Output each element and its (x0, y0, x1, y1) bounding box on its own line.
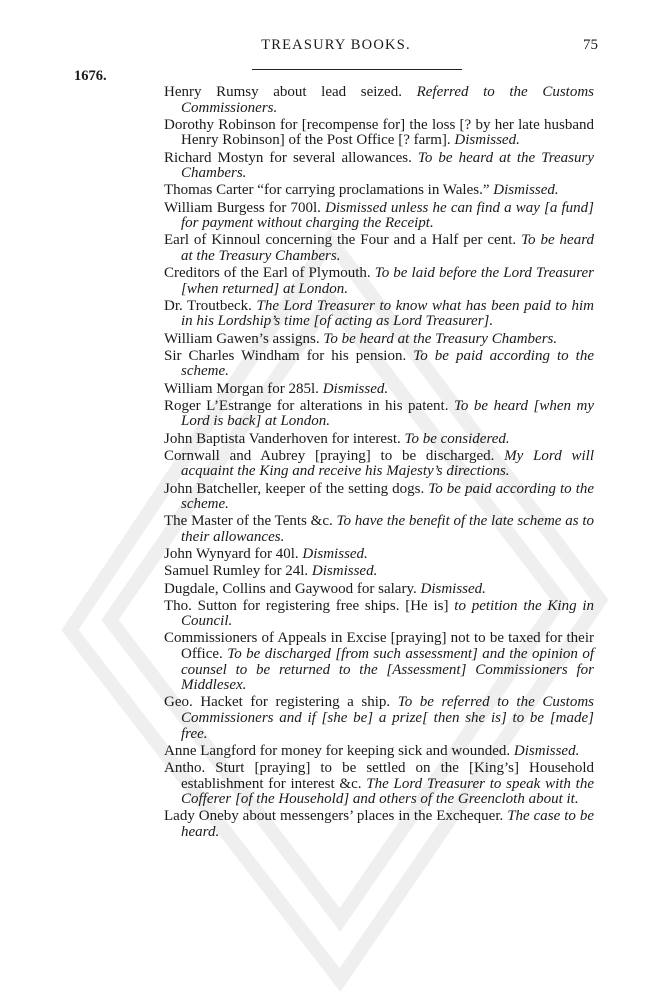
entry-decision: Dismissed. (322, 380, 389, 397)
entry (164, 514, 594, 545)
entry (164, 399, 594, 430)
entry (164, 809, 594, 840)
entry-text: John Wynyard for 40l. (164, 546, 299, 563)
entry (164, 266, 594, 297)
entry (164, 233, 594, 264)
entry (164, 349, 594, 380)
entry-decision: Dismissed. (311, 563, 378, 580)
entry-text: Cornwall and Aubrey [praying] to be discharged. (164, 447, 495, 464)
entry-decision: The Lord Treasurer to speak with the Cofferer [of the Household] and others of the Greencloth about it. (181, 775, 594, 808)
entry-text: Dr. Troutbeck. (164, 297, 252, 314)
header-rule (252, 69, 462, 70)
entry-text: Dugdale, Collins and Gaywood for salary. (164, 580, 417, 597)
entry-decision: My Lord will acquaint the King and receive his Majesty’s directions. (181, 447, 594, 480)
entry-text: Thomas Carter “for carrying proclamations in Wales.” (164, 182, 490, 199)
entry-decision: Dismissed. (420, 580, 486, 597)
entry-text: William Gawen’s assigns. (164, 330, 320, 347)
entry-text: Richard Mostyn for several allowances. (164, 149, 412, 166)
year-marginal: 1676. (74, 68, 107, 84)
entry-text: William Morgan for 285l. (164, 380, 319, 397)
running-title: TREASURY BOOKS. (261, 37, 411, 53)
entry-decision: To be laid before the Lord Treasurer [when returned] at London. (181, 265, 595, 297)
entry-decision: To be heard at the Treasury Chambers. (323, 330, 558, 347)
entry-text: Dorothy Robinson for [recompense for] the loss [? by her late husband Henry Robinson] of the Post Office [? farm]. (164, 116, 594, 149)
entry (164, 695, 594, 742)
entry (164, 299, 594, 330)
entry-text: William Burgess for 700l. (164, 199, 321, 216)
entry-decision: To be referred to the Customs Commissioners and if [she be] a prize[ then she is] to be [made] free. (181, 694, 595, 742)
entry-text: Lady Oneby about messengers’ places in the Exchequer. (164, 808, 504, 825)
entry (164, 631, 594, 693)
entry (164, 118, 594, 149)
entry-text: Creditors of the Earl of Plymouth. (164, 265, 371, 282)
entry-decision: To be paid according to the scheme. (181, 480, 595, 513)
entry (164, 547, 594, 563)
entry (164, 183, 594, 199)
entry-decision: Dismissed. (302, 546, 368, 563)
entry-decision: to petition the King in Council. (181, 597, 595, 630)
running-head (0, 37, 672, 57)
entry-text: Earl of Kinnoul concerning the Four and a Half per cent. (164, 232, 517, 249)
entry-text: Antho. Sturt [praying] to be settled on the [King’s] Household establishment for interest &c. (164, 760, 594, 792)
entry-decision: Dismissed. (513, 742, 580, 759)
entry (164, 449, 594, 480)
entry (164, 482, 594, 513)
entry-decision: To be paid according to the scheme. (181, 347, 595, 380)
entry (164, 85, 594, 116)
entry (164, 744, 594, 760)
entry-decision: To have the benefit of the late scheme as to their allowances. (181, 513, 595, 545)
entry (164, 599, 594, 630)
entry (164, 151, 594, 182)
entry-text: Commissioners of Appeals in Excise [praying] not to be taxed for their Office. (164, 630, 594, 663)
entry-decision: To be heard [when my Lord is back] at London. (181, 397, 594, 430)
entry (164, 761, 594, 808)
entry-decision: To be heard at the Treasury Chambers. (181, 149, 594, 182)
entry (164, 201, 594, 232)
entry-text: The Master of the Tents &c. (164, 513, 333, 530)
entry-text: Tho. Sutton for registering free ships. [He is] (164, 597, 449, 614)
entry (164, 432, 594, 448)
entry-decision: The case to be heard. (181, 808, 594, 840)
entry-decision: The Lord Treasurer to know what has been paid to him in his Lordship’s time [of acting as Lord Treasurer]. (181, 297, 595, 330)
entry-decision: To be considered. (404, 430, 510, 447)
entry-text: Anne Langford for money for keeping sick and wounded. (164, 742, 511, 759)
entry-text: Geo. Hacket for registering a ship. (164, 694, 391, 711)
entry-text: Henry Rumsy about lead seized. (164, 84, 402, 100)
entry-text: Roger L’Estrange for alterations in his patent. (164, 397, 449, 414)
entry (164, 582, 594, 598)
entry (164, 332, 594, 348)
entry (164, 564, 594, 580)
entry-list (164, 85, 594, 842)
entry-text: Sir Charles Windham for his pension. (164, 347, 407, 364)
entry-decision: Dismissed. (454, 132, 520, 149)
entry-decision: To be discharged [from such assessment] and the opinion of counsel to be returned to the [Assessment] Commissioners for Middlesex. (181, 646, 594, 694)
entry (164, 382, 594, 398)
entry-decision: Referred to the Customs Commissioners. (181, 84, 594, 116)
entry-text: Samuel Rumley for 24l. (164, 563, 309, 580)
entry-decision: Dismissed unless he can find a way [a fund] for payment without charging the Receipt. (181, 199, 594, 232)
entry-decision: To be heard at the Treasury Chambers. (181, 232, 594, 264)
entry-text: John Batcheller, keeper of the setting dogs. (164, 480, 425, 497)
page-number: 75 (583, 37, 598, 53)
entry-decision: Dismissed. (493, 182, 559, 199)
entry-text: John Baptista Vanderhoven for interest. (164, 430, 401, 447)
